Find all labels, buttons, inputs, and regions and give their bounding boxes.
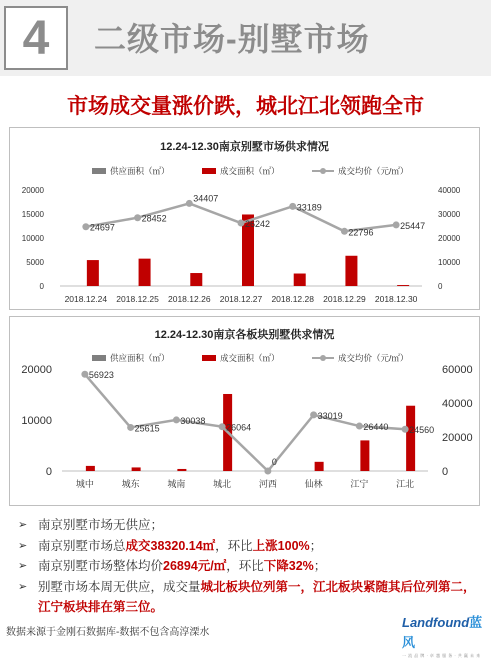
legend-marker xyxy=(320,355,326,361)
x-tick-label: 江宁 xyxy=(350,479,369,489)
bullet-arrow-icon: ➢ xyxy=(18,560,28,572)
legend-swatch xyxy=(202,168,216,174)
bullet-item xyxy=(18,515,488,536)
data-label-avg-price: 33189 xyxy=(296,202,322,213)
bullet-text: ，环比 xyxy=(215,538,253,553)
x-tick-label: 城东 xyxy=(121,479,140,489)
x-tick-label: 2018.12.28 xyxy=(271,294,314,304)
point-avg-price xyxy=(356,423,363,430)
data-label-avg-price: 24560 xyxy=(409,425,435,436)
point-avg-price xyxy=(393,221,400,228)
y-tick-label: 20000 xyxy=(21,185,44,195)
bullet-item xyxy=(18,536,488,557)
bullet-text: 别墅市场本周无供应，成交量 xyxy=(38,579,201,594)
bullet-highlight-text: 上涨100% xyxy=(252,538,310,553)
chart-title: 12.24-12.30南京各板块别墅供求情况 xyxy=(154,329,335,341)
y2-tick-label: 20000 xyxy=(438,233,461,243)
y-tick-label: 5000 xyxy=(26,257,44,267)
x-tick-label: 江北 xyxy=(396,479,415,489)
point-avg-price xyxy=(310,411,317,418)
section-title: 二级市场-别墅市场 xyxy=(94,21,370,57)
bar-deal-area xyxy=(360,440,369,471)
y2-tick-label: 40000 xyxy=(442,397,473,410)
x-tick-label: 城中 xyxy=(75,479,94,489)
x-tick-label: 2018.12.29 xyxy=(323,294,366,304)
header-bar xyxy=(0,0,491,76)
data-label-avg-price: 26064 xyxy=(226,422,252,433)
point-avg-price xyxy=(219,423,226,430)
x-tick-label: 2018.12.30 xyxy=(374,294,418,304)
x-tick-label: 城南 xyxy=(167,479,186,489)
data-label-avg-price: 28452 xyxy=(141,213,167,224)
bar-deal-area xyxy=(345,256,357,286)
legend-swatch xyxy=(202,355,216,361)
legend-label: 成交均价（元/㎡） xyxy=(338,166,409,176)
bar-deal-area xyxy=(294,274,306,286)
bar-deal-area xyxy=(397,285,409,286)
point-avg-price xyxy=(134,214,141,221)
y2-tick-label: 0 xyxy=(438,281,443,291)
bar-deal-area xyxy=(87,260,99,286)
bullet-arrow-icon: ➢ xyxy=(18,539,28,552)
bullet-text: 南京别墅市场总 xyxy=(38,538,126,553)
landfound-logo xyxy=(402,612,488,658)
y2-tick-label: 20000 xyxy=(442,431,473,444)
point-avg-price xyxy=(402,426,409,433)
data-label-avg-price: 33019 xyxy=(317,410,343,421)
point-avg-price xyxy=(173,416,180,423)
data-label-avg-price: 30038 xyxy=(180,415,206,426)
point-avg-price xyxy=(186,200,193,207)
data-label-avg-price: 26242 xyxy=(245,219,271,230)
y2-tick-label: 10000 xyxy=(438,257,461,267)
legend-label: 供应面积（㎡） xyxy=(110,353,170,363)
bullet-highlight-text: 26894元/㎡ xyxy=(163,559,227,573)
bullet-text: ； xyxy=(313,559,327,573)
bar-deal-area xyxy=(86,466,95,471)
chart-title: 12.24-12.30南京别墅市场供求情况 xyxy=(160,141,329,153)
x-tick-label: 2018.12.27 xyxy=(219,294,263,304)
logo-text-en: Landfound xyxy=(402,615,470,630)
bullet-highlight-text: 成交38320.14㎡ xyxy=(125,538,216,553)
chart-panel-daily xyxy=(9,127,480,310)
point-avg-price xyxy=(81,371,88,378)
bullet-highlight-text: 城北板块位列第一，江北板块紧随其后位列第二，江宁板块排在第三位。 xyxy=(38,579,476,614)
chart-panel-district xyxy=(9,316,480,506)
x-tick-label: 城北 xyxy=(213,479,232,489)
data-label-avg-price: 22796 xyxy=(348,227,374,238)
legend-label: 成交面积（㎡） xyxy=(220,353,280,363)
y-tick-label: 10000 xyxy=(21,414,52,427)
y-tick-label: 10000 xyxy=(21,233,44,243)
legend-marker xyxy=(320,168,326,174)
point-avg-price xyxy=(341,228,348,235)
chart-district-supply-demand xyxy=(10,317,479,505)
logo-tagline: 一 流 品 牌 · 卓 越 服 务 · 共 赢 未 来 xyxy=(402,653,481,658)
x-tick-label: 2018.12.25 xyxy=(116,294,159,304)
bullet-item xyxy=(18,556,488,577)
bullet-highlight-text: 下降32% xyxy=(263,559,314,573)
summary-bullets xyxy=(18,515,488,618)
bar-deal-area xyxy=(190,273,202,286)
point-avg-price xyxy=(82,223,89,230)
data-label-avg-price: 24697 xyxy=(89,222,115,233)
point-avg-price xyxy=(238,220,245,227)
y2-tick-label: 40000 xyxy=(438,185,461,195)
legend-label: 供应面积（㎡） xyxy=(110,166,170,176)
bullet-arrow-icon: ➢ xyxy=(18,519,28,531)
x-tick-label: 2018.12.24 xyxy=(64,294,108,304)
chart-daily-supply-demand xyxy=(10,128,479,309)
x-tick-label: 2018.12.26 xyxy=(168,294,211,304)
y2-tick-label: 60000 xyxy=(442,363,473,376)
bullet-text: ； xyxy=(309,538,323,553)
bar-deal-area xyxy=(315,462,324,471)
data-label-avg-price: 56923 xyxy=(88,370,114,381)
bar-deal-area xyxy=(177,469,186,471)
point-avg-price xyxy=(264,468,271,475)
data-label-avg-price: 0 xyxy=(271,457,277,467)
bullet-text: ，环比 xyxy=(226,559,264,573)
y-tick-label: 15000 xyxy=(21,209,44,219)
y2-tick-label: 0 xyxy=(442,465,449,478)
legend-swatch xyxy=(92,355,106,361)
legend-swatch xyxy=(92,168,106,174)
y-tick-label: 0 xyxy=(45,465,52,478)
y-tick-label: 20000 xyxy=(21,363,52,376)
point-avg-price xyxy=(289,203,296,210)
section-number: 4 xyxy=(22,11,50,65)
bullet-arrow-icon: ➢ xyxy=(18,580,28,593)
page-headline: 市场成交量涨价跌，城北江北领跑全市 xyxy=(67,95,424,118)
x-tick-label: 河西 xyxy=(258,479,277,489)
data-label-avg-price: 25447 xyxy=(400,220,426,231)
data-label-avg-price: 25615 xyxy=(134,423,160,434)
legend-label: 成交面积（㎡） xyxy=(220,166,280,176)
bar-deal-area xyxy=(132,467,141,471)
bullet-text: 南京别墅市场整体均价 xyxy=(38,559,164,573)
data-label-avg-price: 26440 xyxy=(363,422,389,433)
bar-deal-area xyxy=(406,406,415,471)
y-tick-label: 0 xyxy=(39,281,44,291)
y2-tick-label: 30000 xyxy=(438,209,461,219)
legend-label: 成交均价（元/㎡） xyxy=(338,353,409,363)
bullet-text: 南京别墅市场无供应； xyxy=(38,518,164,532)
data-label-avg-price: 34407 xyxy=(193,193,219,204)
point-avg-price xyxy=(127,424,134,431)
data-source-note: 数据来源于金刚石数据库-数据不包含高淳溧水 xyxy=(6,627,210,638)
bar-deal-area xyxy=(139,259,151,286)
logo-text-cn: 蓝风 xyxy=(402,615,483,650)
x-tick-label: 仙林 xyxy=(304,479,323,489)
section-number-box xyxy=(4,6,68,70)
